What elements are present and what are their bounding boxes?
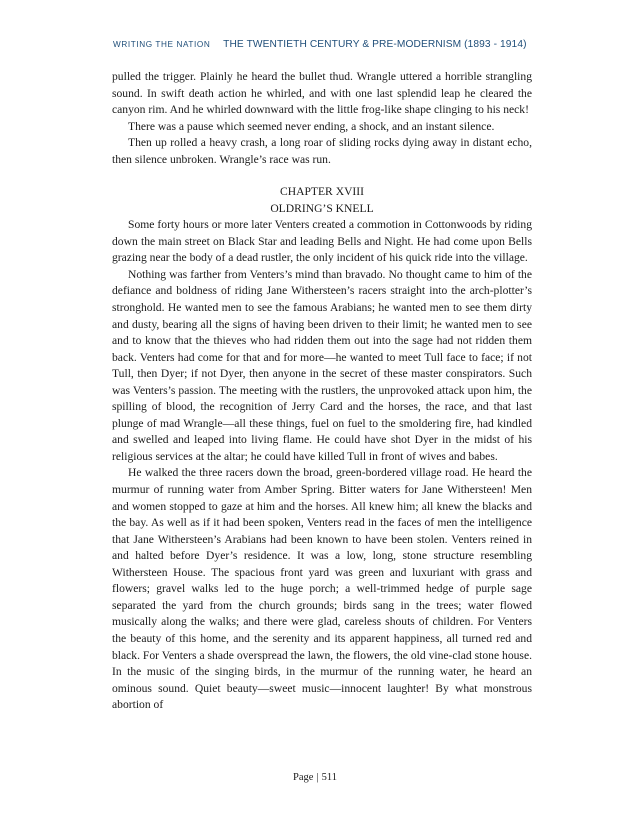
paragraph: Nothing was farther from Venters’s mind than bravado. No thought came to him of the defiance and boldness of riding Jane Withersteen’s racers straight into the arch-plotter’s stronghold. He wanted men to see the famous Arabians; he wanted men to see them dirty and dusty, bearing all the signs of having been driven to their limit; he wanted men to see and to know that the thieves who had ridden them out into the sage had not ridden them back. Venters had come for that and for more—he wanted to meet Tull face to face; if not Tull, then Dyer; if not Dyer, then anyone in the secret of these master conspirators. Such was Venters’s passion. The meeting with the rustlers, the unprovoked attack upon him, the spilling of blood, the recognition of Jerry Card and the horses, the race, and that last plunge of mad Wrangle—all these things, fuel on fuel to the smoldering fire, had kindled and swelled and leaped into living flame. He could have shot Dyer in the midst of his religious services at the altar; he could have killed Tull in front of wives and babes. — [112, 267, 532, 463]
paragraph: He walked the three racers down the broad, green-bordered village road. He heard the murmur of running water from Amber Spring. Bitter waters for Jane Withersteen! Men and women stopped to gaze at him and the horses. All knew him; all knew the blacks and the bay. As well as if it had been spoken, Venters read in the faces of men the intelligence that Jane Withersteen’s Arabians had been known to have been stolen. Venters reined in and halted before Dyer’s residence. It was a low, long, stone structure resembling Withersteen House. The spacious front yard was green and luxuriant with grass and flowers; gravel walks led to the huge porch; a well-trimmed hedge of purple sage separated the yard from the church grounds; birds sang in the trees; water flowed musically along the walks; and there were glad, careless shouts of children. For Venters the beauty of this home, and the serenity and its apparent happiness, all turned red and black. For Venters a shade overspread the lawn, the flowers, the old vine-clad stone house. In the music of the singing birds, in the murmur of the running water, he heard an ominous sound. Quiet beauty—sweet music—innocent laughter! By what monstrous abortion of — [112, 466, 532, 712]
page-separator: | — [316, 772, 319, 783]
chapter-title: OLDRING’S KNELL — [270, 201, 374, 215]
chapter-number: CHAPTER XVIII — [279, 185, 365, 199]
page-footer — [0, 772, 630, 783]
page-number: 511 — [321, 772, 337, 783]
paragraph: pulled the trigger. Plainly he heard the bullet thud. Wrangle uttered a horrible strangling sound. In swift death action he whirled, and with one last splendid leap he cleared the canyon rim. And he whirled downward with the little frog-like shape clinging to his neck! — [112, 70, 532, 117]
header-section-title: THE TWENTIETH CENTURY & PRE-MODERNISM (1893 - 1914) — [223, 39, 527, 50]
body-text — [112, 69, 532, 714]
paragraph: Then up rolled a heavy crash, a long roar of sliding rocks dying away in distant echo, then silence unbroken. Wrangle’s race was run. — [112, 136, 532, 166]
header-series-title: WRITING THE NATION — [113, 40, 211, 49]
paragraph: There was a pause which seemed never ending, a shock, and an instant silence. — [128, 119, 495, 133]
page-label: Page — [293, 772, 314, 783]
chapter-heading — [112, 184, 532, 217]
running-header — [113, 39, 533, 50]
paragraph: Some forty hours or more later Venters created a commotion in Cottonwoods by riding down the main street on Black Star and leading Bells and Night. He had come upon Bells grazing near the body of a dead rustler, the only incident of his quick ride into the village. — [112, 218, 532, 265]
